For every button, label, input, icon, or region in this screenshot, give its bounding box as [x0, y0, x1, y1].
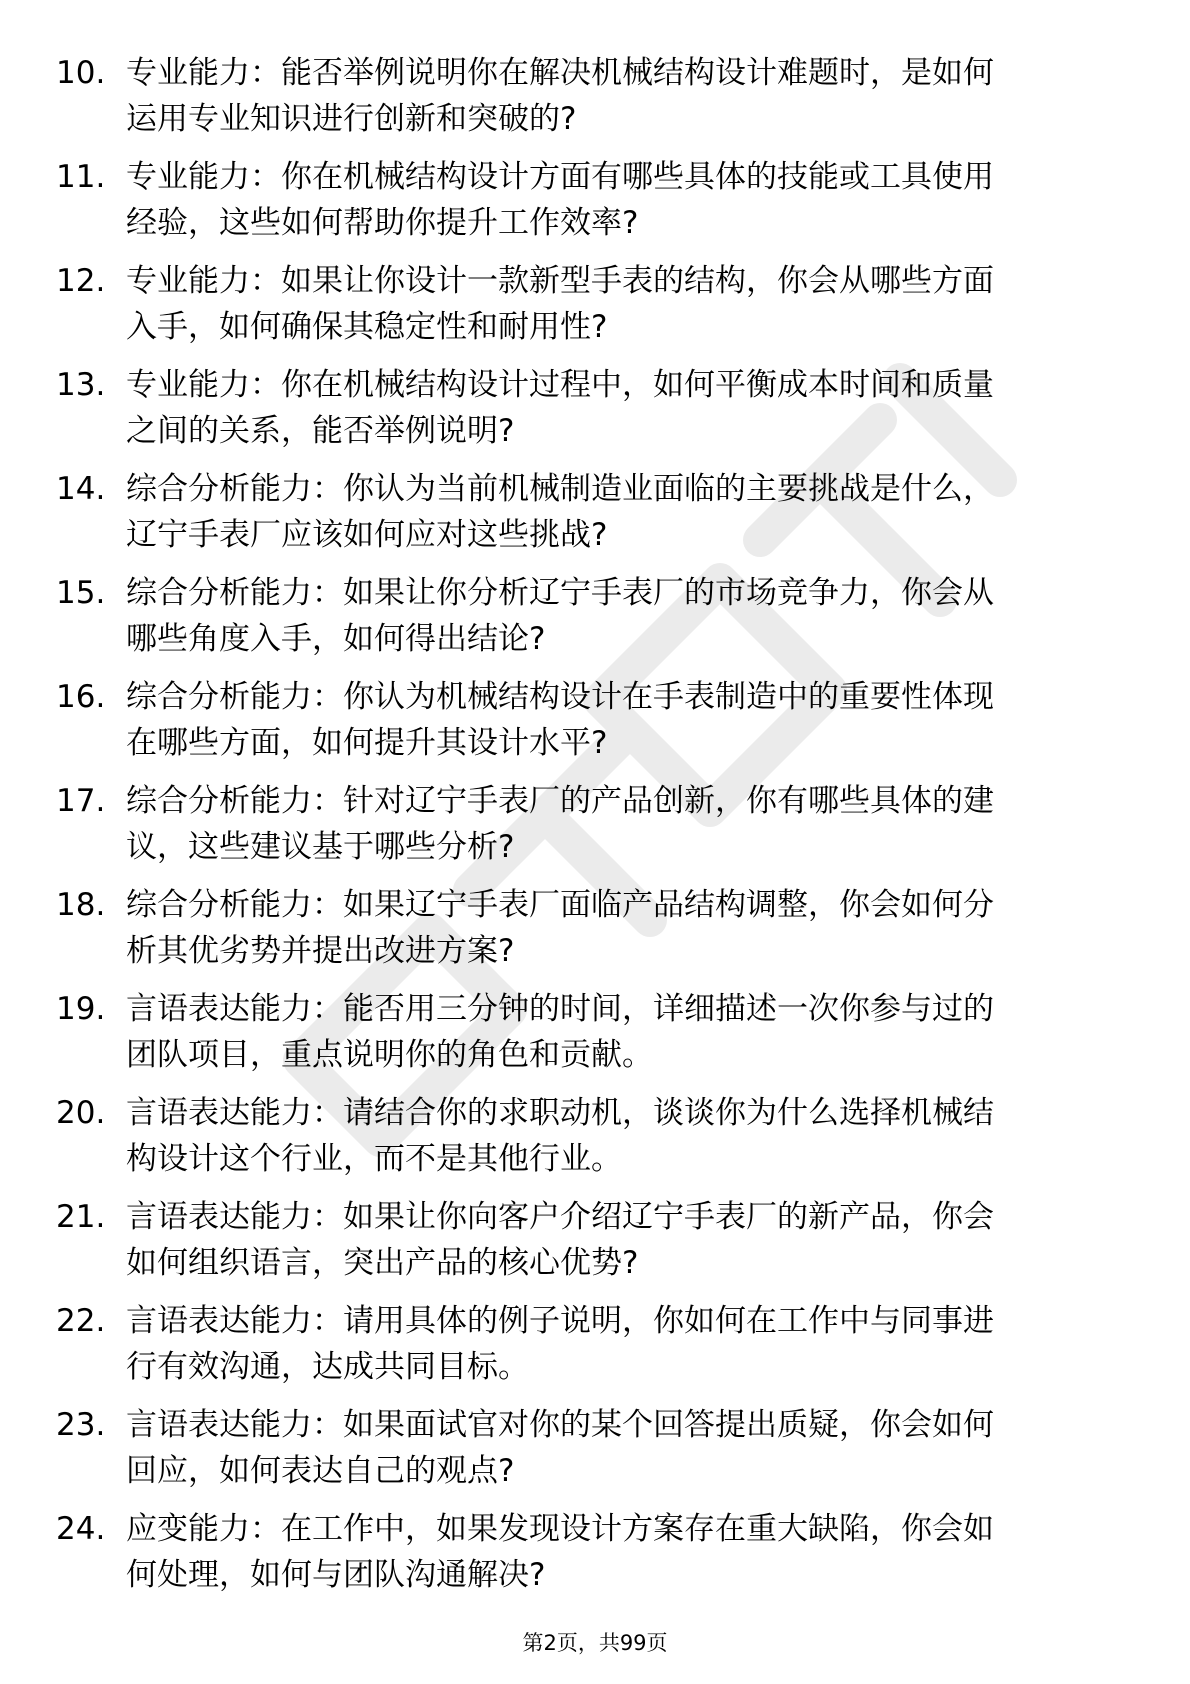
question-text-line: 综合分析能力：如果让你分析辽宁手表厂的市场竞争力，你会从	[126, 575, 994, 611]
question-number: 23.	[56, 1407, 106, 1443]
question-number: 20.	[56, 1095, 106, 1131]
question-number: 13.	[56, 367, 106, 403]
question-text-line: 言语表达能力：如果面试官对你的某个回答提出质疑，你会如何	[126, 1407, 994, 1443]
question-text-line: 团队项目，重点说明你的角色和贡献。	[126, 1037, 653, 1073]
question-text-line: 言语表达能力：能否用三分钟的时间，详细描述一次你参与过的	[126, 991, 994, 1027]
question-text-line: 专业能力：能否举例说明你在解决机械结构设计难题时，是如何	[126, 55, 994, 91]
question-number: 15.	[56, 575, 106, 611]
question-item	[0, 674, 1190, 778]
question-number: 12.	[56, 263, 106, 299]
question-number: 10.	[56, 55, 106, 91]
question-number: 16.	[56, 679, 106, 715]
question-text-line: 何处理，如何与团队沟通解决?	[126, 1557, 546, 1593]
question-text-line: 哪些角度入手，如何得出结论?	[126, 621, 546, 657]
question-text-line: 综合分析能力：针对辽宁手表厂的产品创新，你有哪些具体的建	[126, 783, 994, 819]
question-item	[0, 778, 1190, 882]
question-text-line: 专业能力：你在机械结构设计方面有哪些具体的技能或工具使用	[126, 159, 994, 195]
question-text-line: 专业能力：如果让你设计一款新型手表的结构，你会从哪些方面	[126, 263, 994, 299]
question-text-line: 综合分析能力：你认为当前机械制造业面临的主要挑战是什么，	[126, 471, 994, 507]
question-item	[0, 570, 1190, 674]
question-item	[0, 1298, 1190, 1402]
question-number: 14.	[56, 471, 106, 507]
question-text-line: 之间的关系，能否举例说明?	[126, 413, 515, 449]
question-item	[0, 466, 1190, 570]
question-number: 17.	[56, 783, 106, 819]
question-text-line: 运用专业知识进行创新和突破的?	[126, 101, 577, 137]
question-item	[0, 1194, 1190, 1298]
question-text-line: 入手，如何确保其稳定性和耐用性?	[126, 309, 608, 345]
question-text-line: 综合分析能力：如果辽宁手表厂面临产品结构调整，你会如何分	[126, 887, 994, 923]
question-text-line: 回应，如何表达自己的观点?	[126, 1453, 515, 1489]
question-text-line: 议，这些建议基于哪些分析?	[126, 829, 515, 865]
question-text-line: 专业能力：你在机械结构设计过程中，如何平衡成本时间和质量	[126, 367, 994, 403]
question-text-line: 言语表达能力：请结合你的求职动机，谈谈你为什么选择机械结	[126, 1095, 994, 1131]
question-text-line: 如何组织语言，突出产品的核心优势?	[126, 1245, 639, 1281]
question-text-line: 析其优劣势并提出改进方案?	[126, 933, 515, 969]
question-item	[0, 50, 1190, 154]
question-item	[0, 258, 1190, 362]
question-text-line: 言语表达能力：如果让你向客户介绍辽宁手表厂的新产品，你会	[126, 1199, 994, 1235]
question-text-line: 综合分析能力：你认为机械结构设计在手表制造中的重要性体现	[126, 679, 994, 715]
question-item	[0, 362, 1190, 466]
question-text-line: 言语表达能力：请用具体的例子说明，你如何在工作中与同事进	[126, 1303, 994, 1339]
question-number: 11.	[56, 159, 106, 195]
question-number: 18.	[56, 887, 106, 923]
question-text-line: 辽宁手表厂应该如何应对这些挑战?	[126, 517, 608, 553]
question-number: 19.	[56, 991, 106, 1027]
question-list	[0, 50, 1190, 1610]
question-text-line: 经验，这些如何帮助你提升工作效率?	[126, 205, 639, 241]
question-item	[0, 1090, 1190, 1194]
question-text-line: 在哪些方面，如何提升其设计水平?	[126, 725, 608, 761]
question-item	[0, 882, 1190, 986]
question-text-line: 构设计这个行业，而不是其他行业。	[126, 1141, 622, 1177]
question-number: 24.	[56, 1511, 106, 1547]
page-number-footer: 第2页，共99页	[522, 1631, 668, 1655]
question-text-line: 应变能力：在工作中，如果发现设计方案存在重大缺陷，你会如	[126, 1511, 994, 1547]
question-item	[0, 1402, 1190, 1506]
question-number: 21.	[56, 1199, 106, 1235]
question-item	[0, 986, 1190, 1090]
question-text-line: 行有效沟通，达成共同目标。	[126, 1349, 529, 1385]
question-item	[0, 154, 1190, 258]
question-number: 22.	[56, 1303, 106, 1339]
question-item	[0, 1506, 1190, 1610]
